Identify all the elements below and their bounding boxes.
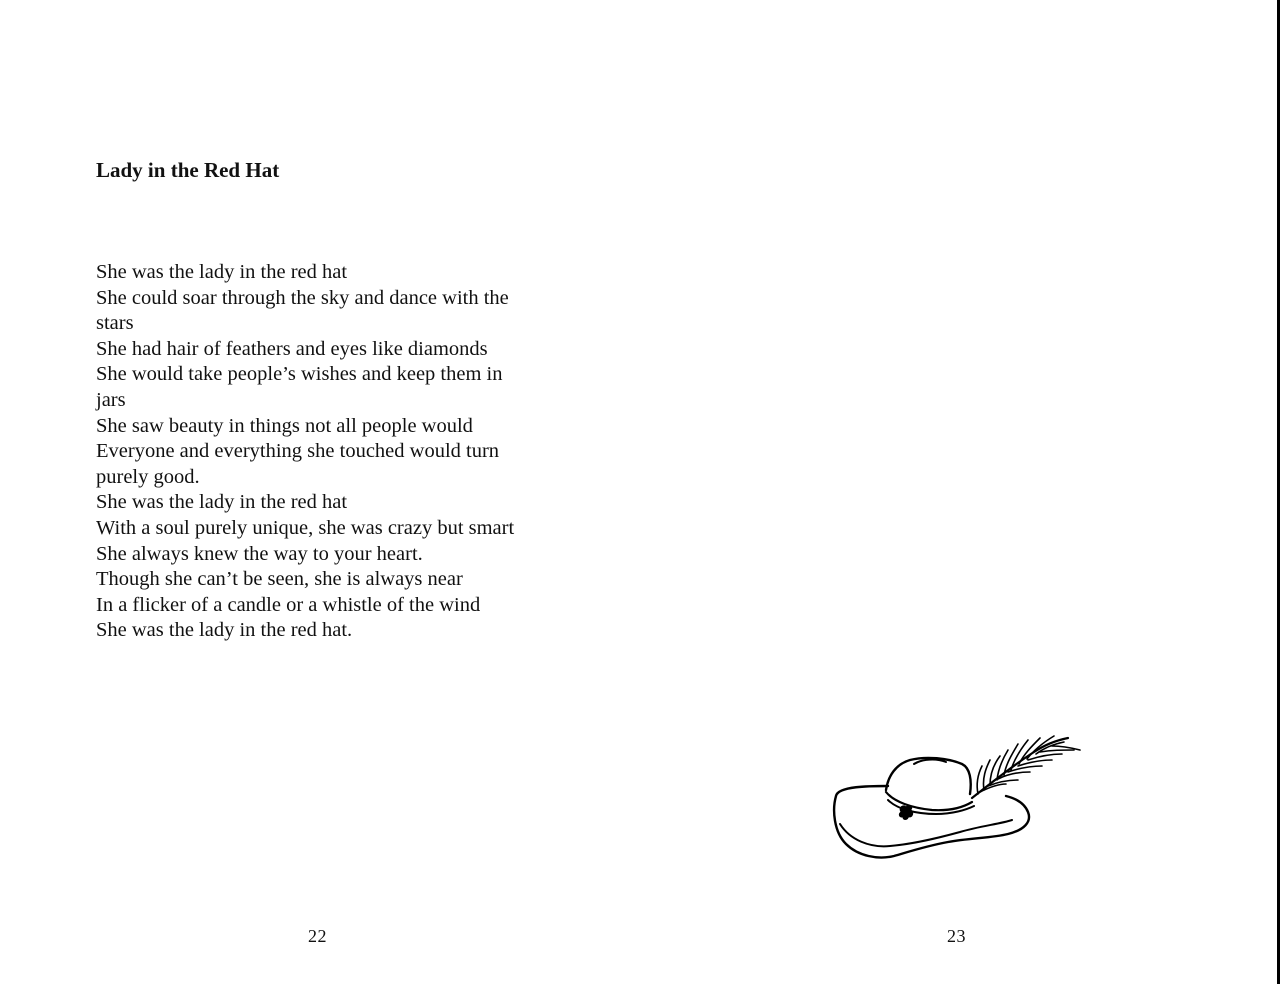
poem-line: She could soar through the sky and dance with the [96,286,509,309]
poem-line: Everyone and everything she touched would turn [96,440,500,463]
poem-line: She was the lady in the red hat. [96,619,353,642]
poem-line: jars [96,388,126,411]
page-number-left: 22 [308,926,327,946]
hat-brim-inner [840,820,1012,846]
poem-line: She had hair of feathers and eyes like diamonds [96,337,488,360]
feather-barbs [977,736,1080,794]
poem-line: purely good. [96,465,200,488]
hat-crown [886,758,971,794]
hat-brim [834,786,1029,858]
poem-line: She would take people’s wishes and keep them in [96,363,503,386]
hat-flower-icon [900,806,912,819]
poem-line: She always knew the way to your heart. [96,542,423,565]
poem-line: With a soul purely unique, she was crazy but smart [96,516,515,539]
poem-line: Though she can’t be seen, she is always near [96,568,463,591]
poem-body [96,260,546,644]
hat-with-feather-icon [830,728,1090,868]
poem-line: She was the lady in the red hat [96,491,348,514]
poem-title: Lady in the Red Hat [96,158,280,182]
poem-line: She was the lady in the red hat [96,261,348,283]
page-number-right: 23 [947,926,966,946]
hat-crown-top [914,760,946,764]
poem-line: stars [96,312,134,335]
poem-line: In a flicker of a candle or a whistle of the wind [96,593,481,616]
right-page [640,0,1280,984]
poem-line: She saw beauty in things not all people would [96,414,473,437]
